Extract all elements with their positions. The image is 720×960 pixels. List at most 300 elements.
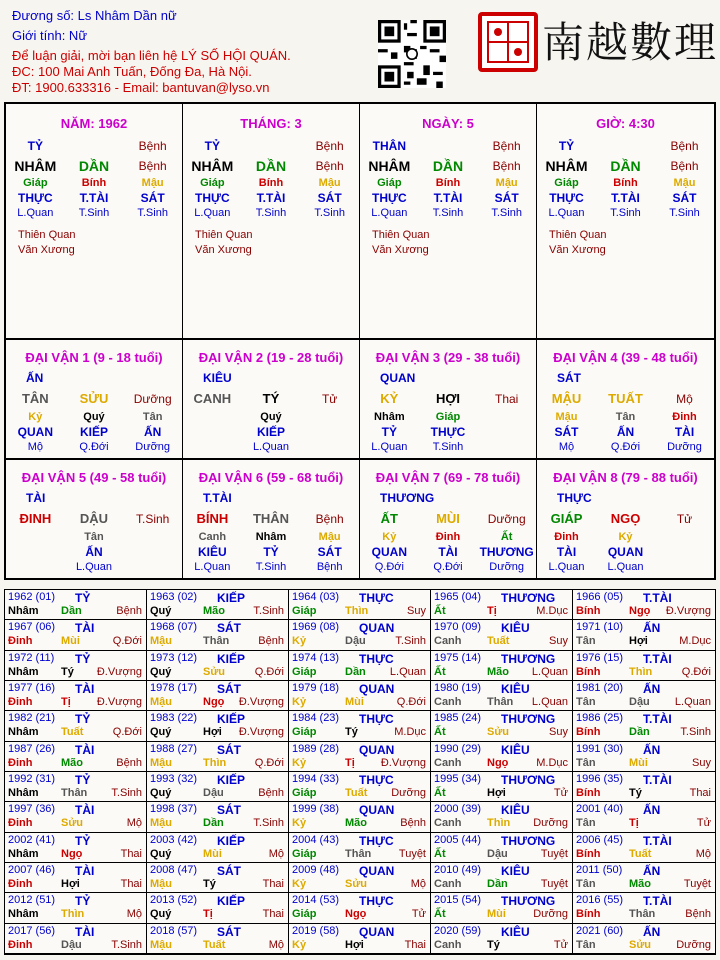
pillar-top: Bệnh [138,139,167,153]
hidden-stem: Kỷ [28,411,43,423]
year-branch: Dần [487,878,508,890]
year-stage: Mộ [126,817,142,830]
pillar-stem-branch: Bệnh [670,159,699,173]
pillar-stages-row [360,206,536,221]
year-stem: Mậu [150,938,172,951]
year-god: TỶ [75,833,91,848]
hidden-stem: Bính [258,177,284,189]
year-stem: Mậu [150,635,172,648]
pillar-note: Văn Xương [18,244,75,256]
year-branch: Ngọ [487,756,509,769]
pillar-hidden-stems-row [6,176,182,191]
year-god: ẤN [643,742,661,757]
pillar-top: TỶ [27,139,43,153]
year-branch: Dần [61,605,82,617]
year-label: 1975 (14) [434,651,482,664]
year-cell [147,620,289,650]
ten-god [6,545,65,560]
ten-god: THỰC [18,191,53,205]
pillar-stem-branch-row [183,156,359,176]
year-god: ẤN [643,682,661,696]
dai-van-cell [537,460,714,578]
dai-van-hidden-row [537,410,714,425]
year-stage: M.Dục [394,726,426,739]
year-branch: Tý [203,878,216,890]
year-branch: Sửu [629,938,652,951]
year-label: 2000 (39) [434,803,482,816]
year-god: SÁT [217,924,241,939]
year-label: 1982 (21) [8,712,56,725]
dai-van-stem-branch: THÂN [252,511,290,526]
dai-van-hidden-row [360,530,536,545]
year-branch: Thìn [629,665,653,678]
dai-van-stem-branch: Dưỡng [487,512,526,526]
year-stage: Thai [120,847,142,860]
hidden-stem [123,530,182,545]
pillar-gods-row [537,191,714,206]
ten-god: THỰC [430,425,466,439]
year-stage: L.Quan [674,696,711,708]
year-cell [5,681,147,711]
year-god: TỶ [75,712,91,727]
year-branch: Tý [61,665,74,678]
year-label: 2015 (54) [434,894,482,907]
year-label: 1974 (13) [292,651,340,664]
pillar-stem-branch: DẦN [255,158,287,174]
pillar-notes [549,228,606,258]
life-stage: Q.Đới [433,561,463,573]
year-label: 1988 (27) [150,742,198,755]
dai-van-stem-branch-row [6,388,182,410]
hidden-stem: Giáp [200,177,225,189]
hidden-stem: Mậu [673,177,696,189]
life-stage: T.Sinh [314,207,345,219]
year-stem: Canh [434,817,462,830]
year-branch: Tý [629,787,642,799]
dai-van-stages-row [6,440,182,454]
year-stem: Bính [576,665,601,678]
year-branch: Tị [629,817,639,830]
year-cell [5,802,147,832]
pillar-top: TỶ [204,139,220,153]
hidden-stem: Bính [435,177,461,189]
life-stage: Q.Đới [79,441,109,453]
year-god: KIẾP [217,712,246,727]
life-stage: T.Sinh [137,207,168,219]
year-branch: Thân [629,908,656,921]
year-god: SÁT [217,864,241,878]
dai-van-stem-branch-row [537,388,714,410]
dai-van-title: ĐẠI VẬN 2 (19 - 28 tuổi) [198,350,344,365]
year-label: 1964 (03) [292,591,340,603]
year-stem: Quý [150,665,172,678]
year-stage: Thai [262,878,284,890]
year-label: 1994 (33) [292,773,340,785]
year-stem: Ất [434,665,446,678]
dai-van-stem-branch-row [360,388,536,410]
life-stage: L.Quan [194,561,231,573]
year-branch: Mùi [487,908,506,921]
ten-god: ẤN [85,545,103,559]
year-stem: Quý [150,787,172,799]
year-branch: Tuất [629,847,652,860]
year-label: 1987 (26) [8,742,56,755]
year-god: TÀI [75,924,95,939]
year-branch: Tị [345,756,355,769]
pillar-note: Thiên Quan [18,229,76,241]
year-god: TỶ [75,651,91,666]
year-label: 1971 (10) [576,621,624,634]
year-cell [431,681,573,711]
year-branch: Mão [487,665,509,678]
ten-god: QUAN [371,545,407,559]
ten-god: THỰC [195,191,230,205]
year-stem: Ất [434,847,446,860]
hidden-stem: Mậu [495,177,518,189]
hidden-stem: Bính [613,177,638,189]
ten-god: KIẾP [79,425,108,439]
year-cell [5,833,147,863]
year-god: QUAN [359,924,395,939]
dai-van-cell [360,340,537,458]
dai-van-row-2 [4,460,716,580]
year-god: QUAN [359,621,395,636]
year-label: 2006 (45) [576,833,624,846]
year-stem: Ất [434,726,446,739]
dai-van-gods-row [537,425,714,440]
life-stage: L.Quan [548,207,585,219]
life-stage: L.Quan [607,561,644,573]
year-stem: Nhâm [8,908,39,921]
year-branch: Sửu [203,665,226,678]
dai-van-stem-branch: ẤT [380,511,398,526]
life-stage [123,560,182,574]
year-god: KIẾP [217,894,246,909]
ten-god: SÁT [494,191,519,205]
pillar-top-row [537,136,714,156]
year-label: 1967 (06) [8,621,56,634]
year-label: 2010 (49) [434,864,482,876]
year-label: 2007 (46) [8,864,56,876]
hidden-stem [300,410,359,425]
dai-van-stages-row [537,440,714,454]
year-stage: T.Sinh [253,605,284,617]
year-stem: Canh [434,878,462,890]
year-cell [147,651,289,681]
year-cell [573,893,715,923]
year-label: 1984 (23) [292,712,340,725]
dai-van-title: ĐẠI VẬN 7 (69 - 78 tuổi) [375,470,521,485]
year-branch: Hợi [345,938,364,951]
pillar-stem-branch: NHÂM [14,158,57,174]
life-stage: T.Sinh [610,207,641,219]
year-stem: Kỷ [292,878,307,890]
year-cell [431,620,573,650]
year-label: 1993 (32) [150,773,198,785]
dai-van-stem-branch: ĐINH [19,511,52,526]
year-label: 1979 (18) [292,682,340,694]
year-branch: Thân [487,696,514,708]
hidden-stem [183,410,242,425]
dai-van-stem-branch: HỢI [435,391,461,406]
year-stem: Đinh [8,938,33,951]
dai-van-row-1 [4,340,716,460]
pillar-stem-branch: Bệnh [315,159,344,173]
year-stage: Bệnh [685,908,711,921]
dai-van-hidden-row [6,530,182,545]
year-god: THỰC [359,591,394,605]
pillar-stem-branch-row [537,156,714,176]
year-branch: Dậu [203,787,224,799]
year-label: 2005 (44) [434,833,482,846]
year-god: QUAN [359,742,395,757]
year-god: THỰC [359,894,394,909]
pillar-top [419,136,478,156]
year-branch: Thìn [345,605,369,617]
dai-van-stem-branch: TUẤT [608,391,643,406]
life-stage: Q.Đới [374,561,404,573]
year-label: 1999 (38) [292,803,340,816]
year-god: TÀI [75,742,95,757]
year-label: 2014 (53) [292,894,340,907]
ten-god: T.TÀI [256,191,286,205]
pillar-top [65,136,124,156]
year-label: 1968 (07) [150,621,198,634]
ten-god: TÀI [438,545,458,559]
year-god: THỰC [359,773,394,787]
year-stage: Tử [696,817,711,830]
year-branch: Tị [203,908,213,921]
pillar-top [596,136,655,156]
life-stage: L.Quan [17,207,54,219]
ten-god: THỰC [549,191,584,205]
year-cell [573,651,715,681]
year-branch: Dần [203,817,224,830]
ten-god: SÁT [672,191,697,205]
dai-van-title: ĐẠI VẬN 3 (29 - 38 tuổi) [375,350,521,365]
year-stem: Mậu [150,878,172,890]
year-god: TÀI [75,803,95,818]
year-branch: Ngọ [629,605,651,617]
year-branch: Mão [61,756,83,769]
year-god: THỰC [359,712,394,727]
dai-van-god: T.TÀI [203,491,232,505]
pillar-note: Văn Xương [195,244,252,256]
pillar-top: THÂN [372,139,406,153]
hidden-stem: Đinh [554,531,579,543]
year-cell [573,833,715,863]
hidden-stem: Đinh [672,411,697,423]
year-cell [289,772,431,802]
year-stage: Thai [120,878,142,890]
dai-van-hidden-row [6,410,182,425]
dai-van-stem-branch-row [537,508,714,530]
ten-god: SÁT [554,425,579,439]
life-stage: T.Sinh [432,441,464,453]
year-branch: Hợi [487,787,506,799]
year-branch: Tuất [61,726,84,739]
year-stem: Giáp [292,908,317,921]
contact-line: Để luận giải, mời bạn liên hệ LÝ SỐ HỘI QUÁN. [12,48,291,63]
year-stem: Tân [576,878,596,890]
dai-van-stem-branch: Mộ [676,392,693,406]
pillar-stem-branch: DẦN [610,158,641,174]
year-stage: Q.Đới [112,635,142,648]
year-cell [573,772,715,802]
year-branch: Dậu [345,635,366,648]
year-branch: Dần [345,665,366,678]
year-cell [147,681,289,711]
pillar-title: THÁNG: 3 [240,116,302,131]
year-label: 1962 (01) [8,591,56,603]
year-label: 1981 (20) [576,682,624,694]
year-stem: Canh [434,696,462,708]
year-branch: Tuất [487,635,510,648]
four-pillars-grid [4,102,716,340]
year-label: 1978 (17) [150,682,198,694]
pillar-notes [372,228,429,258]
year-stem: Tân [576,938,596,951]
pillar-stem-branch-row [360,156,536,176]
life-stage: T.Sinh [78,207,110,219]
hidden-stem: Bính [81,177,107,189]
year-stage: Suy [692,756,711,769]
year-stage: Tuyệt [683,878,711,890]
year-stem: Quý [150,908,172,921]
year-stage: Đ.Vượng [96,665,142,678]
pillar-cell [360,104,537,338]
year-god: ẤN [643,864,661,878]
year-cell [289,711,431,741]
ten-god: T.TÀI [611,191,640,205]
year-stem: Tân [576,756,596,769]
year-stage: Bệnh [258,635,284,648]
ten-god: ẤN [616,425,635,439]
year-stem: Giáp [292,665,317,678]
year-branch: Ngọ [345,908,367,921]
pillar-gods-row [6,191,182,206]
year-branch: Mùi [345,696,364,708]
year-god: TỶ [75,591,91,605]
pillar-note: Thiên Quan [549,229,607,241]
hidden-stem: Quý [260,411,282,423]
year-stage: Thai [404,938,426,951]
dai-van-stem-branch-row [183,388,359,410]
year-stage: Dưỡng [676,938,711,951]
year-god: TÀI [75,621,95,636]
pillar-note: Văn Xương [549,244,606,256]
pillar-top: Bệnh [670,139,699,153]
year-branch: Thìn [61,908,85,921]
hidden-stem: Mậu [318,177,341,189]
year-stem: Tân [576,696,596,708]
year-stem: Bính [576,726,601,739]
year-god: THƯƠNG [501,773,556,787]
life-stage: L.Quan [548,561,585,573]
life-stage: L.Quan [371,441,408,453]
year-stage: Q.Đới [254,665,284,678]
year-stem: Mậu [150,696,172,708]
year-cell [289,893,431,923]
hidden-stem: Tân [84,531,104,543]
year-branch: Tuất [203,938,226,951]
year-stem: Mậu [150,756,172,769]
dai-van-stem-branch: Tử [321,392,338,406]
year-cell [431,924,573,954]
year-stage: Suy [549,635,568,648]
dai-van-gods-row [537,545,714,560]
year-god: KIẾP [217,773,246,787]
hidden-stem: Giáp [377,177,402,189]
dai-van-stages-row [6,560,182,574]
pillar-top-row [6,136,182,156]
year-cell [147,742,289,772]
life-stage: Bệnh [316,561,343,573]
year-cell [289,863,431,893]
year-label: 2003 (42) [150,833,198,846]
year-stage: Thai [689,787,711,799]
year-god: KIÊU [501,621,530,636]
year-branch: Ngọ [61,847,83,860]
pillar-note: Văn Xương [372,244,429,256]
year-god: QUAN [359,864,395,878]
pillar-hidden-stems-row [360,176,536,191]
hidden-stem: Mậu [141,177,164,189]
dai-van-stem-branch: Thai [494,392,519,406]
year-label: 2018 (57) [150,924,198,937]
year-label: 1972 (11) [8,651,55,664]
year-cell [5,590,147,620]
year-cell [289,742,431,772]
year-label: 2019 (58) [292,924,340,937]
year-cell [5,711,147,741]
year-branch: Hợi [61,878,80,890]
life-stage: Dưỡng [667,441,702,453]
year-branch: Hợi [629,635,648,648]
life-stage: Dưỡng [489,561,525,573]
year-label: 1998 (37) [150,803,198,816]
year-cell [431,651,573,681]
year-god: THƯƠNG [501,712,556,727]
hidden-stem: Tân [615,411,636,423]
dai-van-stem-branch: KỶ [380,391,399,406]
year-stage: T.Sinh [680,726,711,739]
year-branch: Tý [487,938,500,951]
year-stem: Ất [434,908,446,921]
dai-van-cell [360,460,537,578]
year-stem: Tân [576,817,596,830]
ten-god: QUAN [17,425,53,439]
year-label: 1969 (08) [292,621,340,634]
year-stem: Canh [434,756,462,769]
year-stage: Mộ [126,908,142,921]
year-branch: Thìn [487,817,511,830]
year-cell [5,893,147,923]
year-stem: Kỷ [292,817,307,830]
year-cell [147,802,289,832]
dai-van-god: THỰC [557,491,592,505]
dai-van-stem-branch: NGỌ [610,511,641,526]
year-stage: Q.Đới [112,726,142,739]
ten-god: TỶ [381,425,397,439]
qr-code-icon[interactable] [378,20,446,88]
year-stage: Q.Đới [681,665,711,678]
year-stage: Đ.Vượng [238,726,284,739]
year-stage: M.Dục [679,635,711,648]
year-god: KIẾP [217,591,246,605]
ten-god: SÁT [317,545,342,559]
dai-van-stem-branch: SỬU [79,391,109,406]
